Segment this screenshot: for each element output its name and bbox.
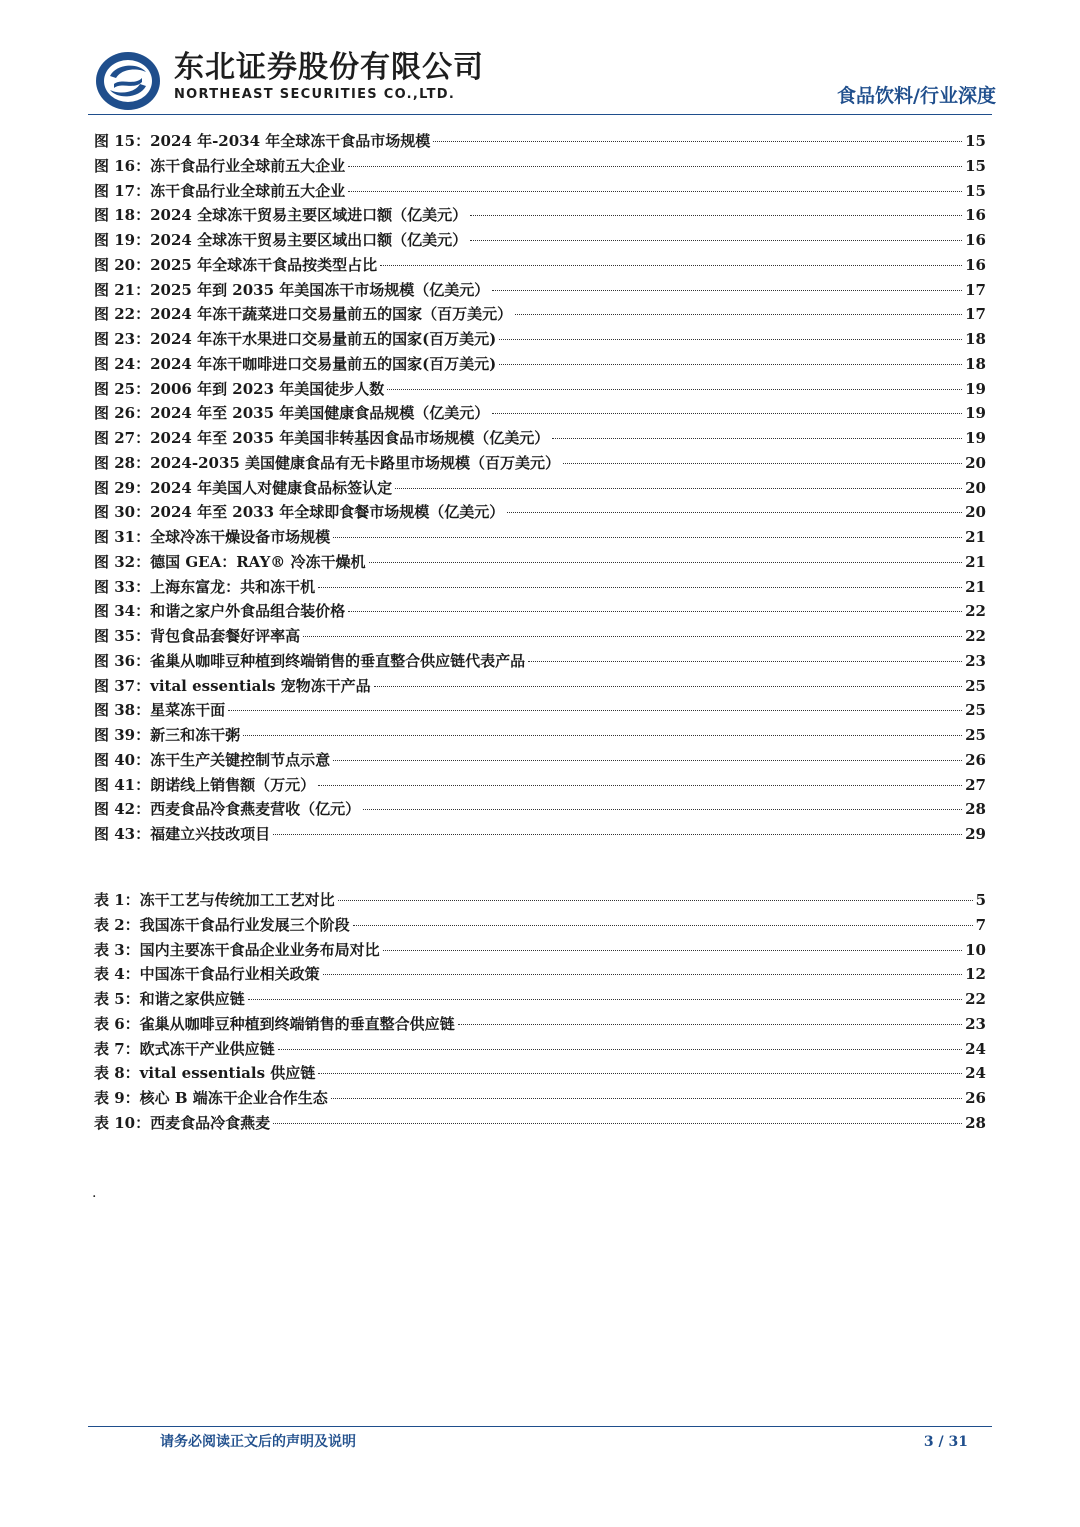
figure-entry-title: 2024 年美国人对健康食品标签认定 xyxy=(150,478,393,497)
dot-leader xyxy=(303,636,962,637)
figure-entry-page-number: 15 xyxy=(965,132,986,150)
figure-entry-label: 图 43： xyxy=(94,825,151,843)
figure-entry-label: 图 21： xyxy=(94,280,151,299)
dot-leader xyxy=(499,339,962,340)
page-indicator: 3 / 31 xyxy=(923,1434,968,1450)
figure-entry-title: 2024 全球冻干贸易主要区域进口额（亿美元） xyxy=(150,206,468,225)
figure-entry-title: 2024 年至 2033 年全球即食餐市场规模（亿美元） xyxy=(150,503,505,522)
figure-entry-label: 图 42： xyxy=(94,800,151,819)
table-entry[interactable] xyxy=(94,1111,986,1136)
figure-entry-page-number: 25 xyxy=(965,676,986,695)
dot-leader xyxy=(563,463,962,464)
figure-entry-label: 图 26： xyxy=(94,404,151,423)
figure-entry-page-number: 21 xyxy=(965,577,986,596)
table-entry-label: 表 3： xyxy=(94,940,140,959)
figure-entry-label: 图 18： xyxy=(94,206,151,225)
figure-entry[interactable] xyxy=(94,624,986,649)
figure-entry-title: 冻干食品行业全球前五大企业 xyxy=(150,156,346,175)
table-entry-label: 表 5： xyxy=(94,990,140,1008)
figure-entry-page-number: 16 xyxy=(965,255,986,274)
table-entry-title: 冻干工艺与传统加工工艺对比 xyxy=(139,891,335,909)
table-entry-title: 中国冻干食品行业相关政策 xyxy=(139,965,320,984)
dot-leader xyxy=(348,191,962,192)
table-entry-page-number: 28 xyxy=(965,1113,986,1132)
figure-entry-page-number: 20 xyxy=(965,453,986,472)
figure-entry-page-number: 15 xyxy=(965,156,986,175)
figure-entry-page-number: 19 xyxy=(965,379,986,398)
figure-entry-label: 图 22： xyxy=(94,305,151,324)
figure-entry[interactable] xyxy=(94,179,986,204)
figure-entry-label: 图 36： xyxy=(94,651,151,670)
table-entry[interactable] xyxy=(94,1086,986,1111)
figure-entry-title: 2025 年到 2035 年美国冻干市场规模（亿美元） xyxy=(150,280,490,299)
figure-entry[interactable] xyxy=(94,203,986,228)
figure-entry-label: 图 35： xyxy=(94,627,151,645)
figure-entry[interactable] xyxy=(94,723,986,748)
dot-leader xyxy=(492,290,962,291)
dot-leader xyxy=(318,1073,962,1074)
dot-leader xyxy=(515,314,962,315)
figure-entry-page-number: 15 xyxy=(965,181,986,200)
table-entry[interactable] xyxy=(94,962,986,987)
figure-entry[interactable] xyxy=(94,698,986,723)
dot-leader xyxy=(331,1098,962,1099)
figure-entry-label: 图 32： xyxy=(94,552,151,571)
figure-entry-title: 2024-2035 美国健康食品有无卡路里市场规模（百万美元） xyxy=(150,453,561,472)
table-entry-page-number: 10 xyxy=(965,940,986,959)
dot-leader xyxy=(499,364,962,365)
dot-leader xyxy=(470,240,962,241)
figure-entry-title: 2024 年至 2035 年美国健康食品规模（亿美元） xyxy=(150,404,490,423)
figure-entry-page-number: 26 xyxy=(965,750,986,769)
figure-entry-title: 背包食品套餐好评率高 xyxy=(150,627,301,645)
table-entry-title: 欧式冻干产业供应链 xyxy=(139,1039,275,1058)
dot-leader xyxy=(318,587,962,588)
dot-leader xyxy=(318,785,962,786)
figure-entry-label: 图 15： xyxy=(94,132,151,150)
figure-entry-page-number: 16 xyxy=(965,231,986,249)
table-entry-label: 表 6： xyxy=(94,1014,140,1033)
dot-leader xyxy=(383,950,962,951)
figure-entry-label: 图 37： xyxy=(94,676,151,695)
dot-leader xyxy=(470,215,962,216)
figure-entry-title: 雀巢从咖啡豆种植到终端销售的垂直整合供应链代表产品 xyxy=(150,651,526,670)
figure-entry[interactable] xyxy=(94,327,986,352)
figure-entry-title: 德国 GEA：RAY® 冷冻干燥机 xyxy=(150,552,366,571)
figure-entry-label: 图 24： xyxy=(94,354,151,373)
footer-divider xyxy=(88,1426,992,1427)
figure-entry-page-number: 21 xyxy=(965,552,986,571)
dot-leader xyxy=(374,686,962,687)
figure-entry-label: 图 41： xyxy=(94,775,151,794)
table-entry-label: 表 9： xyxy=(94,1089,140,1107)
figure-entry-label: 图 34： xyxy=(94,602,151,621)
table-entry-page-number: 12 xyxy=(965,965,986,984)
dot-leader xyxy=(433,141,962,142)
figure-entry[interactable] xyxy=(94,797,986,822)
dot-leader xyxy=(273,834,962,835)
figure-entry[interactable] xyxy=(94,154,986,179)
table-entry[interactable] xyxy=(94,987,986,1012)
figure-entry[interactable] xyxy=(94,253,986,278)
table-entry-title: 我国冻干食品行业发展三个阶段 xyxy=(139,915,350,934)
figure-entry[interactable] xyxy=(94,377,986,402)
page-header xyxy=(0,0,1080,120)
figure-entry-page-number: 28 xyxy=(965,800,986,819)
dot-leader xyxy=(507,512,962,513)
figure-entry-label: 图 20： xyxy=(94,255,151,274)
figure-entry-label: 图 29： xyxy=(94,478,151,497)
figure-entry-page-number: 25 xyxy=(965,701,986,720)
dot-leader xyxy=(348,611,962,612)
dot-leader xyxy=(323,974,962,975)
figure-entry-title: 2024 全球冻干贸易主要区域出口额（亿美元） xyxy=(150,231,468,249)
table-entry-title: 国内主要冻干食品企业业务布局对比 xyxy=(139,940,380,959)
figure-entry-page-number: 29 xyxy=(965,825,986,843)
table-entry-page-number: 24 xyxy=(965,1039,986,1058)
dot-leader xyxy=(338,900,973,901)
table-entry-page-number: 26 xyxy=(965,1089,986,1107)
figure-entry-label: 图 33： xyxy=(94,577,151,596)
figure-entry-page-number: 17 xyxy=(965,305,986,324)
table-entry-title: vital essentials 供应链 xyxy=(139,1064,316,1083)
figure-entry-title: 上海东富龙：共和冻干机 xyxy=(150,577,316,596)
figure-index-list xyxy=(94,129,986,847)
dot-leader xyxy=(552,438,962,439)
figure-entry-page-number: 17 xyxy=(965,280,986,299)
figure-entry-title: 2025 年全球冻干食品按类型占比 xyxy=(150,255,378,274)
figure-entry-label: 图 25： xyxy=(94,379,151,398)
figure-entry-title: 冻干食品行业全球前五大企业 xyxy=(150,181,346,200)
figure-entry-page-number: 23 xyxy=(965,651,986,670)
table-entry-title: 核心 B 端冻干企业合作生态 xyxy=(139,1089,328,1107)
figure-entry[interactable] xyxy=(94,426,986,451)
figure-entry-page-number: 19 xyxy=(965,429,986,447)
figure-entry[interactable] xyxy=(94,525,986,550)
figure-entry-title: 2024 年至 2035 年美国非转基因食品市场规模（亿美元） xyxy=(150,429,550,447)
table-entry-label: 表 7： xyxy=(94,1039,140,1058)
header-divider xyxy=(88,114,992,115)
table-entry-label: 表 2： xyxy=(94,915,140,934)
dot-leader xyxy=(333,537,962,538)
table-entry-page-number: 23 xyxy=(965,1014,986,1033)
figure-entry-label: 图 31： xyxy=(94,528,151,546)
figure-entry-page-number: 21 xyxy=(965,528,986,546)
figure-entry-page-number: 22 xyxy=(965,602,986,621)
dot-leader xyxy=(273,1123,962,1124)
dot-leader xyxy=(228,710,962,711)
figure-entry-page-number: 20 xyxy=(965,478,986,497)
dot-leader xyxy=(387,389,962,390)
dot-leader xyxy=(248,999,962,1000)
table-entry-page-number: 22 xyxy=(965,990,986,1008)
figure-entry-title: 2024 年-2034 年全球冻干食品市场规模 xyxy=(150,132,431,150)
dot-leader xyxy=(278,1049,962,1050)
dot-leader xyxy=(380,265,962,266)
figure-entry-page-number: 19 xyxy=(965,404,986,423)
table-entry[interactable] xyxy=(94,938,986,963)
figure-entry-title: 2006 年到 2023 年美国徒步人数 xyxy=(150,379,385,398)
figure-entry-title: 冻干生产关键控制节点示意 xyxy=(150,750,331,769)
dot-leader xyxy=(333,760,962,761)
figure-entry-page-number: 20 xyxy=(965,503,986,522)
figure-entry-title: 全球冷冻干燥设备市场规模 xyxy=(150,528,331,546)
dot-leader xyxy=(492,413,962,414)
table-entry-label: 表 8： xyxy=(94,1064,140,1083)
dot-leader xyxy=(353,925,973,926)
figure-entry-label: 图 39： xyxy=(94,726,151,744)
figure-entry-page-number: 16 xyxy=(965,206,986,225)
figure-entry[interactable] xyxy=(94,500,986,525)
northeast-securities-logo-icon xyxy=(94,50,162,112)
table-entry-label: 表 10： xyxy=(94,1113,151,1132)
figure-entry[interactable] xyxy=(94,773,986,798)
figure-entry-label: 图 23： xyxy=(94,330,151,348)
figure-entry[interactable] xyxy=(94,278,986,303)
figure-entry-label: 图 40： xyxy=(94,750,151,769)
figure-entry-page-number: 27 xyxy=(965,775,986,794)
figure-entry-page-number: 25 xyxy=(965,726,986,744)
figure-entry-title: 2024 年冻干咖啡进口交易量前五的国家(百万美元) xyxy=(150,354,497,373)
table-entry[interactable] xyxy=(94,1037,986,1062)
table-entry-title: 雀巢从咖啡豆种植到终端销售的垂直整合供应链 xyxy=(139,1014,455,1033)
stray-mark: . xyxy=(92,1185,97,1201)
figure-entry-page-number: 18 xyxy=(965,354,986,373)
figure-entry[interactable] xyxy=(94,575,986,600)
figure-entry[interactable] xyxy=(94,352,986,377)
figure-entry-title: 2024 年冻干蔬菜进口交易量前五的国家（百万美元） xyxy=(150,305,513,324)
figure-entry[interactable] xyxy=(94,228,986,253)
figure-entry[interactable] xyxy=(94,451,986,476)
table-entry-title: 和谐之家供应链 xyxy=(139,990,245,1008)
figure-entry-title: 福建立兴技改项目 xyxy=(150,825,271,843)
figure-entry[interactable] xyxy=(94,550,986,575)
table-entry-title: 西麦食品冷食燕麦 xyxy=(150,1113,271,1132)
figure-entry[interactable] xyxy=(94,748,986,773)
figure-entry-title: 和谐之家户外食品组合装价格 xyxy=(150,602,346,621)
table-entry[interactable] xyxy=(94,1061,986,1086)
dot-leader xyxy=(458,1024,962,1025)
table-entry[interactable] xyxy=(94,1012,986,1037)
table-entry-page-number: 5 xyxy=(975,891,986,909)
figure-entry-label: 图 16： xyxy=(94,156,151,175)
table-entry[interactable] xyxy=(94,913,986,938)
figure-entry-title: vital essentials 宠物冻干产品 xyxy=(150,676,371,695)
company-name-en: NORTHEAST SECURITIES CO.,LTD. xyxy=(174,87,456,102)
dot-leader xyxy=(348,166,962,167)
table-entry[interactable] xyxy=(94,888,986,913)
company-name-cn: 东北证券股份有限公司 xyxy=(174,50,484,85)
industry-tag: 食品饮料/行业深度 xyxy=(837,85,996,107)
disclaimer-note: 请务必阅读正文后的声明及说明 xyxy=(160,1434,356,1450)
figure-entry-title: 朗诺线上销售额（万元） xyxy=(150,775,316,794)
table-entry-label: 表 4： xyxy=(94,965,140,984)
figure-entry-label: 图 17： xyxy=(94,181,151,200)
figure-entry-page-number: 18 xyxy=(965,330,986,348)
table-entry-page-number: 7 xyxy=(975,915,986,934)
dot-leader xyxy=(363,809,962,810)
figure-entry[interactable] xyxy=(94,822,986,847)
figure-entry[interactable] xyxy=(94,302,986,327)
dot-leader xyxy=(369,562,963,563)
figure-entry-title: 星菜冻干面 xyxy=(150,701,226,720)
figure-entry-label: 图 30： xyxy=(94,503,151,522)
figure-entry-label: 图 38： xyxy=(94,701,151,720)
figure-entry-label: 图 27： xyxy=(94,429,151,447)
figure-entry[interactable] xyxy=(94,129,986,154)
figure-entry[interactable] xyxy=(94,674,986,699)
figure-entry-page-number: 22 xyxy=(965,627,986,645)
figure-entry-title: 西麦食品冷食燕麦营收（亿元） xyxy=(150,800,361,819)
dot-leader xyxy=(395,488,962,489)
figure-entry[interactable] xyxy=(94,599,986,624)
dot-leader xyxy=(528,661,962,662)
table-entry-page-number: 24 xyxy=(965,1064,986,1083)
figure-entry-title: 新三和冻干粥 xyxy=(150,726,241,744)
figure-entry-title: 2024 年冻干水果进口交易量前五的国家(百万美元) xyxy=(150,330,497,348)
figure-entry[interactable] xyxy=(94,476,986,501)
table-index-list xyxy=(94,888,986,1136)
dot-leader xyxy=(243,735,962,736)
figure-entry-label: 图 19： xyxy=(94,231,151,249)
table-entry-label: 表 1： xyxy=(94,891,140,909)
figure-entry-label: 图 28： xyxy=(94,453,151,472)
figure-entry[interactable] xyxy=(94,401,986,426)
figure-entry[interactable] xyxy=(94,649,986,674)
